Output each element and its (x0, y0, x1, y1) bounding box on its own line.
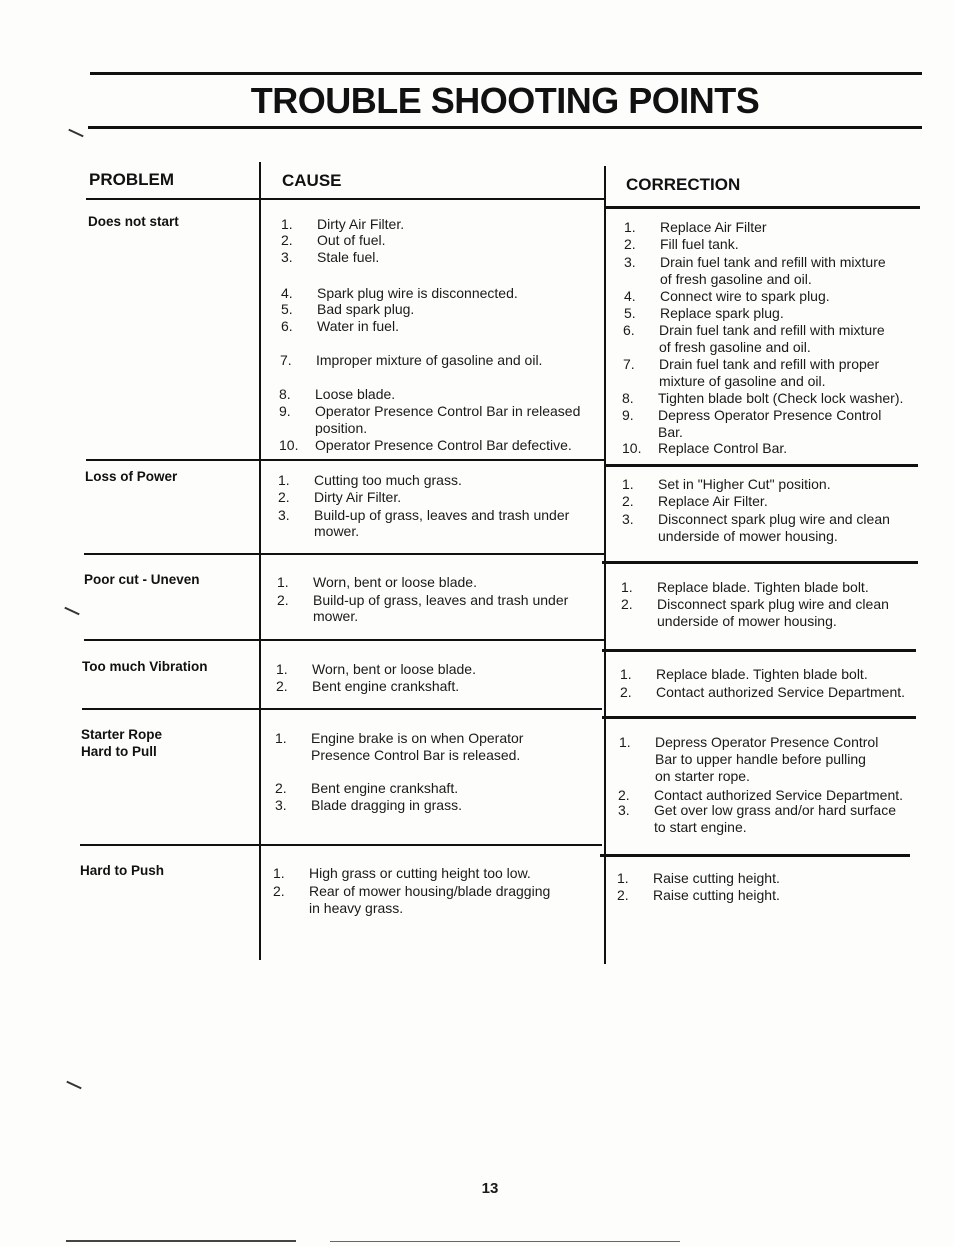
title-rule-top (90, 72, 922, 75)
problem-label: Hard to Push (80, 863, 165, 878)
column-divider-cause-correction (604, 166, 606, 964)
header-separator-problem-cause (86, 198, 606, 200)
footer-rule (330, 1241, 680, 1242)
row-separator (82, 708, 602, 710)
problem-label: Starter Rope Hard to Pull (81, 727, 163, 759)
column-divider-problem-cause (259, 162, 261, 960)
row-separator (602, 649, 916, 652)
row-separator (84, 553, 604, 555)
row-separator (600, 854, 910, 857)
scan-mark (64, 607, 79, 616)
problem-label: Does not start (88, 214, 179, 229)
header-cause: CAUSE (282, 171, 342, 190)
row-separator (604, 464, 918, 467)
problem-label: Too much Vibration (82, 659, 208, 674)
row-separator (602, 716, 916, 719)
row-separator (86, 459, 606, 461)
header-problem: PROBLEM (89, 170, 174, 189)
scan-mark (66, 1081, 81, 1090)
page-number: 13 (481, 1180, 499, 1197)
row-separator (80, 844, 602, 846)
problem-label: Loss of Power (85, 469, 178, 484)
header-separator-correction (604, 206, 920, 209)
problem-label: Poor cut - Uneven (84, 572, 200, 587)
header-correction: CORRECTION (626, 175, 741, 194)
scan-mark (68, 129, 83, 138)
row-separator (602, 561, 918, 564)
page-title: TROUBLE SHOOTING POINTS (250, 80, 760, 121)
footer-rule (66, 1240, 296, 1242)
title-rule-bottom (88, 126, 922, 129)
row-separator (84, 639, 604, 641)
